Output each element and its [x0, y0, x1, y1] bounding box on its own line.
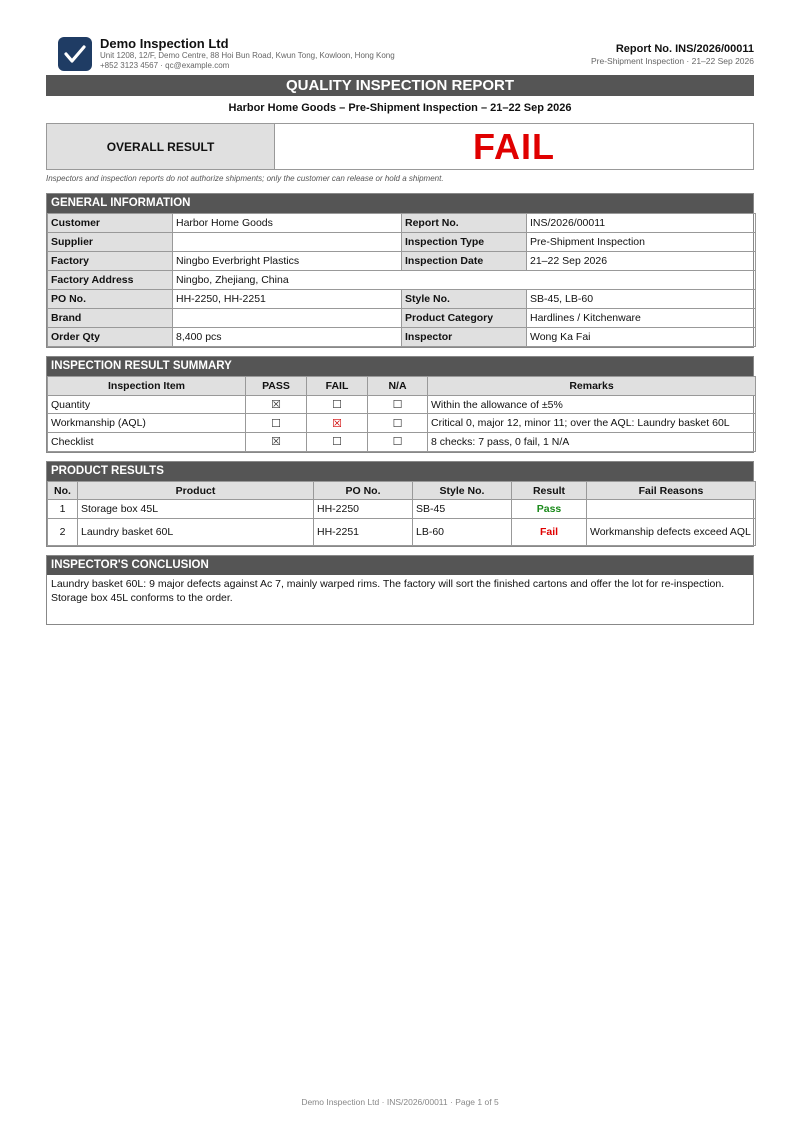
unchecked-checkbox-icon: ☐ [392, 436, 403, 449]
table-header-row [48, 377, 756, 396]
inspection-summary-table [47, 376, 756, 452]
checkmark-logo-icon [58, 37, 92, 71]
field-label: Product Category [402, 309, 527, 328]
inspection-item: Checklist [48, 433, 246, 452]
section-heading: PRODUCT RESULTS [47, 462, 753, 481]
disclaimer: Inspectors and inspection reports do not authorize shipments; only the customer can release or hold a shipment. [46, 174, 444, 183]
overall-result-value: FAIL [473, 125, 555, 167]
field-label: Inspection Date [402, 252, 527, 271]
style-value: SB-45, LB-60 [527, 290, 756, 309]
product-po: HH-2251 [314, 519, 413, 546]
product-result: Fail [512, 519, 587, 546]
general-information-table [47, 213, 756, 347]
table-row [48, 433, 756, 452]
inspection-item: Quantity [48, 395, 246, 414]
remarks: Critical 0, major 12, minor 11; over the AQL: Laundry basket 60L [428, 414, 756, 433]
column-header: FAIL [307, 377, 368, 396]
report-subtitle: Harbor Home Goods – Pre-Shipment Inspection – 21–22 Sep 2026 [228, 102, 572, 114]
pass-cell [246, 395, 307, 414]
product-po: HH-2250 [314, 500, 413, 519]
unchecked-checkbox-icon: ☐ [332, 436, 342, 449]
column-header: Inspection Item [48, 377, 246, 396]
order-qty-value: 8,400 pcs [173, 328, 402, 347]
report-header [46, 34, 754, 76]
product-fail-reasons: Workmanship defects exceed AQL [587, 519, 756, 546]
report-subline: Pre-Shipment Inspection · 21–22 Sep 2026 [590, 56, 754, 66]
column-header: Remarks [428, 377, 756, 396]
field-label: Style No. [402, 290, 527, 309]
column-header: Fail Reasons [587, 482, 756, 500]
table-row [48, 309, 756, 328]
inspection-date-value: 21–22 Sep 2026 [527, 252, 756, 271]
section-heading: INSPECTOR'S CONCLUSION [47, 556, 753, 575]
report-title: QUALITY INSPECTION REPORT [46, 75, 754, 96]
inspector-value: Wong Ka Fai [527, 328, 756, 347]
fail-cell [307, 414, 368, 433]
company-info [100, 36, 395, 71]
section-heading: INSPECTION RESULT SUMMARY [47, 357, 753, 376]
general-information-section [46, 193, 754, 348]
column-header: PO No. [314, 482, 413, 500]
product-results-section [46, 461, 754, 547]
column-header: PASS [246, 377, 307, 396]
table-row [48, 290, 756, 309]
remarks: Within the allowance of ±5% [428, 395, 756, 414]
table-row [48, 328, 756, 347]
page-footer: Demo Inspection Ltd · INS/2026/00011 · Page 1 of 5 [301, 1097, 499, 1107]
category-value: Hardlines / Kitchenware [527, 309, 756, 328]
column-header: Style No. [413, 482, 512, 500]
column-header: Result [512, 482, 587, 500]
product-style: LB-60 [413, 519, 512, 546]
brand-value [173, 309, 402, 328]
table-row [48, 414, 756, 433]
field-label: Supplier [48, 233, 173, 252]
overall-result-label: OVERALL RESULT [47, 124, 275, 169]
inspection-item: Workmanship (AQL) [48, 414, 246, 433]
company-name: Demo Inspection Ltd [100, 36, 229, 51]
field-label: Report No. [402, 214, 527, 233]
product-name: Storage box 45L [78, 500, 314, 519]
product-result: Pass [512, 500, 587, 519]
table-row [48, 214, 756, 233]
fail-cell [307, 395, 368, 414]
product-no: 2 [48, 519, 78, 546]
na-cell [368, 414, 428, 433]
table-row [48, 519, 756, 546]
remarks: 8 checks: 7 pass, 0 fail, 1 N/A [428, 433, 756, 452]
field-label: PO No. [48, 290, 173, 309]
column-header: Product [78, 482, 314, 500]
table-header-row [48, 482, 756, 500]
factory-address-value: Ningbo, Zhejiang, China [173, 271, 756, 290]
report-id-block [591, 43, 754, 67]
conclusion-text: Laundry basket 60L: 9 major defects against Ac 7, mainly warped rims. The factory will sort the finished cartons and offer the lot for re-inspection. Storage box 45L conforms to the order. [51, 578, 725, 604]
table-row [48, 233, 756, 252]
customer-value: Harbor Home Goods [173, 214, 402, 233]
na-cell [368, 395, 428, 414]
factory-value: Ningbo Everbright Plastics [173, 252, 402, 271]
column-header: N/A [368, 377, 428, 396]
inspection-type-value: Pre-Shipment Inspection [527, 233, 756, 252]
field-label: Customer [48, 214, 173, 233]
table-row [48, 252, 756, 271]
report-no-value: INS/2026/00011 [527, 214, 756, 233]
unchecked-checkbox-icon: ☐ [332, 399, 342, 412]
product-name: Laundry basket 60L [78, 519, 314, 546]
na-cell [368, 433, 428, 452]
unchecked-checkbox-icon: ☐ [392, 417, 403, 430]
pass-cell [246, 414, 307, 433]
unchecked-checkbox-icon: ☐ [271, 417, 281, 430]
column-header: No. [48, 482, 78, 500]
overall-result-box [46, 123, 754, 170]
field-label: Factory [48, 252, 173, 271]
field-label: Factory Address [48, 271, 173, 290]
checked-checkbox-icon: ☒ [271, 399, 281, 412]
product-results-table [47, 481, 756, 546]
unchecked-checkbox-icon: ☐ [392, 399, 403, 412]
supplier-value [173, 233, 402, 252]
company-address: Unit 1208, 12/F, Demo Centre, 88 Hoi Bun Road, Kwun Tong, Kowloon, Hong Kong [100, 51, 395, 60]
product-style: SB-45 [413, 500, 512, 519]
inspection-summary-section [46, 356, 754, 453]
table-row [48, 271, 756, 290]
field-label: Inspector [402, 328, 527, 347]
section-heading: GENERAL INFORMATION [47, 194, 753, 213]
report-number: Report No. INS/2026/00011 [615, 43, 754, 55]
product-no: 1 [48, 500, 78, 519]
summary-body [48, 395, 756, 451]
field-label: Inspection Type [402, 233, 527, 252]
conclusion-section [46, 555, 754, 625]
table-row [48, 500, 756, 519]
checked-checkbox-icon: ☒ [271, 436, 281, 449]
field-label: Brand [48, 309, 173, 328]
table-row [48, 395, 756, 414]
pass-cell [246, 433, 307, 452]
po-value: HH-2250, HH-2251 [173, 290, 402, 309]
company-contact: +852 3123 4567 · qc@example.com [100, 61, 230, 70]
field-label: Order Qty [48, 328, 173, 347]
checked-checkbox-icon: ☒ [332, 417, 342, 430]
fail-cell [307, 433, 368, 452]
product-fail-reasons [587, 500, 756, 519]
